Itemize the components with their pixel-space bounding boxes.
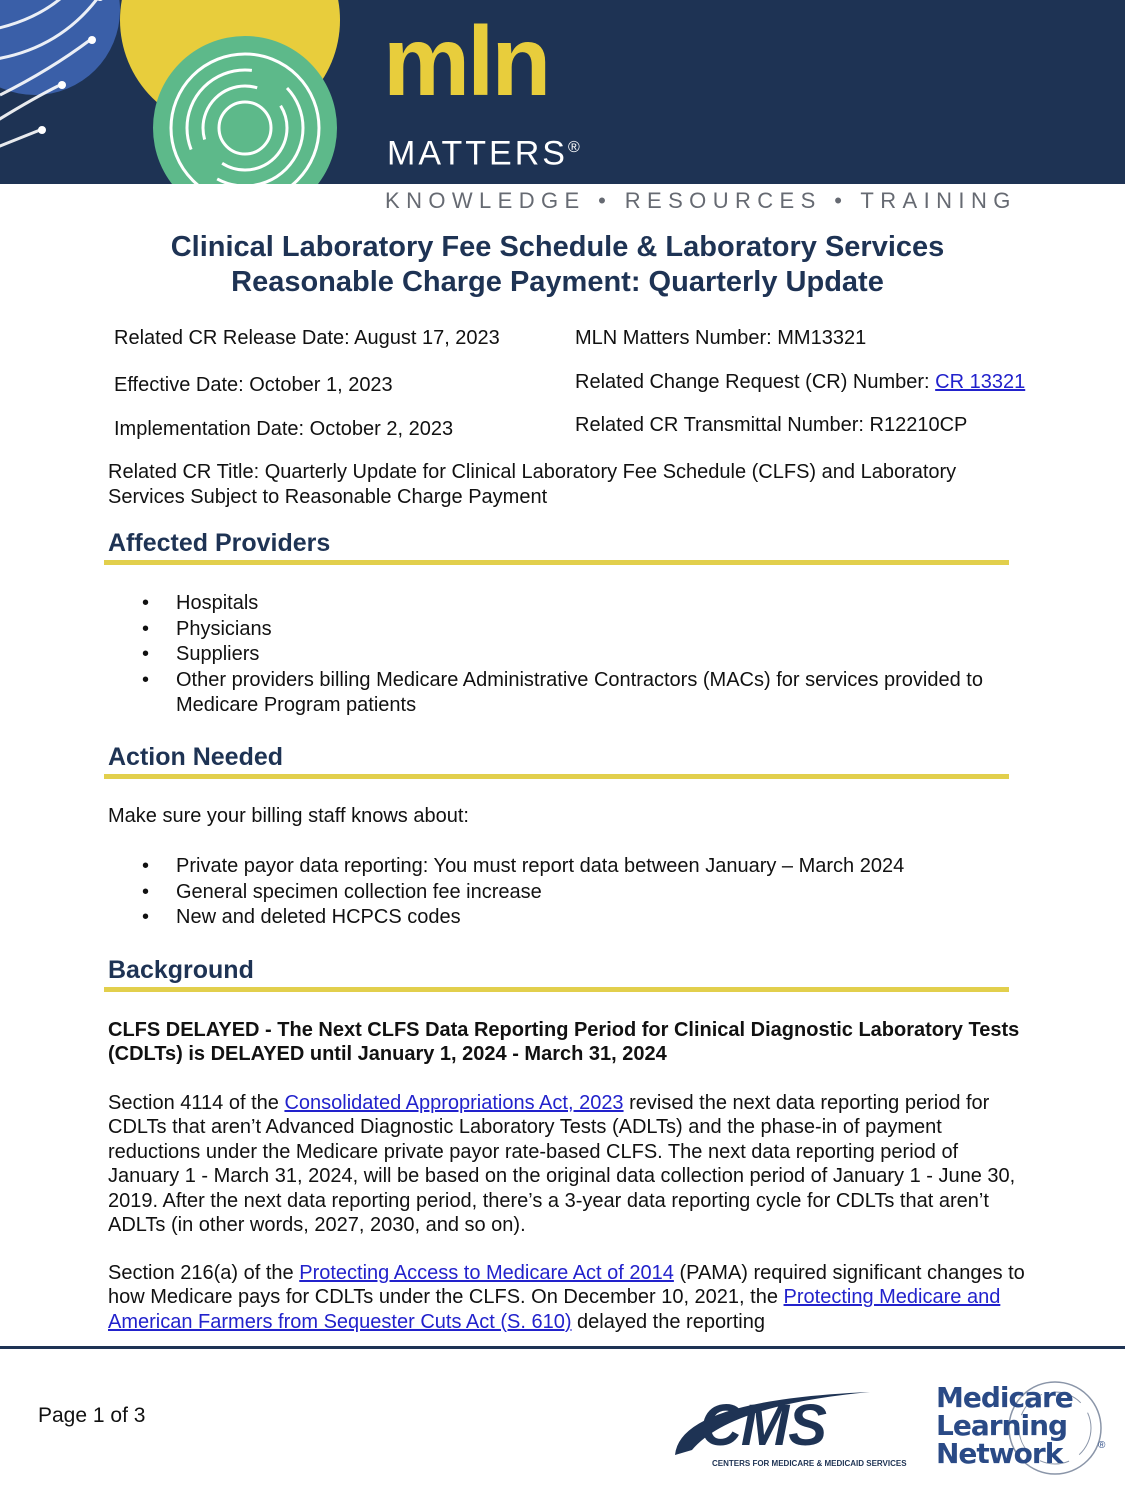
list-item: • General specimen collection fee increase	[140, 880, 1000, 906]
mln-matters-number: MLN Matters Number: MM13321	[575, 327, 867, 349]
cr-number-link[interactable]: CR 13321	[935, 371, 1026, 393]
mln-logo-text: mln	[383, 6, 549, 116]
mln-logo-line: Medicare	[936, 1381, 1073, 1414]
consolidated-appropriations-act-link[interactable]: Consolidated Appropriations Act, 2023	[284, 1092, 624, 1114]
mln-logo-line: Network	[936, 1437, 1063, 1470]
affected-providers-heading: Affected Providers	[108, 529, 331, 557]
tagline: KNOWLEDGE • RESOURCES • TRAINING	[385, 188, 1017, 213]
list-item: • Hospitals	[140, 591, 1000, 617]
paragraph-text: (PAMA) required significant changes to how Medicare pays for CDLTs under the CLFS. On December 10, 2021, the	[108, 1262, 1025, 1309]
list-item: • Private payor data reporting: You must report data between January – March 2024	[140, 854, 1000, 880]
cms-logo-subtitle: CENTERS FOR MEDICARE & MEDICAID SERVICES	[712, 1459, 907, 1468]
title-line-2: Reasonable Charge Payment: Quarterly Update	[231, 266, 884, 298]
paragraph-text: delayed the reporting	[571, 1310, 765, 1333]
paragraph-text: Section 4114 of the	[108, 1092, 285, 1114]
paragraph-text: Section 216(a) of the	[108, 1262, 300, 1284]
section-divider	[104, 774, 1009, 779]
action-needed-heading: Action Needed	[108, 743, 284, 771]
decorative-circles-graphic	[0, 0, 380, 184]
transmittal-number: Related CR Transmittal Number: R12210CP	[575, 414, 968, 436]
action-intro: Make sure your billing staff knows about:	[108, 805, 469, 827]
mln-logo-line: Learning	[936, 1409, 1068, 1442]
background-paragraph-2	[108, 1261, 1028, 1334]
sequester-cuts-act-link[interactable]: Protecting Medicare and American Farmers from Sequester Cuts Act (S. 610)	[108, 1286, 1001, 1333]
section-divider	[104, 560, 1009, 565]
background-paragraph-1	[108, 1091, 1028, 1237]
list-item: • Physicians	[140, 617, 1000, 643]
registered-mark: ®	[567, 139, 580, 156]
matters-logo-text	[387, 130, 580, 171]
action-needed-list	[140, 854, 1000, 931]
cms-logo-text: CMS	[700, 1393, 826, 1458]
list-item: • Suppliers	[140, 642, 1000, 668]
release-date: Related CR Release Date: August 17, 2023	[114, 327, 500, 349]
pama-link[interactable]: Protecting Access to Medicare Act of 2014	[299, 1262, 674, 1284]
list-item: • Other providers billing Medicare Administrative Contractors (MACs) for services provided to Medicare Program patients	[140, 668, 1000, 719]
affected-providers-list	[140, 591, 1000, 719]
mln-registered-mark: ®	[1098, 1440, 1106, 1451]
header-banner	[0, 0, 1125, 184]
implementation-date: Implementation Date: October 2, 2023	[114, 418, 454, 440]
medicare-learning-network-logo	[936, 1381, 1073, 1470]
matters-word: MATTERS	[387, 134, 568, 173]
section-divider	[104, 987, 1009, 992]
cr-number-label: Related Change Request (CR) Number:	[575, 371, 936, 393]
footer-divider	[0, 1346, 1125, 1349]
background-heading: Background	[108, 956, 254, 984]
list-item: • New and deleted HCPCS codes	[140, 905, 1000, 931]
paragraph-text: revised the next data reporting period for CDLTs that aren’t Advanced Diagnostic Laboratory Tests (ADLTs) and the phase-in of payment reductions under the Medicare private payor rate-based CLFS. The next data reporting period of January 1 - March 31, 2024, will be based on the original data collection period of January 1 - June 30, 2019. After the next data reporting period, there’s a 3-year data reporting cycle for CDLTs that aren’t ADLTs (in other words, 2027, 2030, and so on).	[108, 1092, 1016, 1237]
title-line-1: Clinical Laboratory Fee Schedule & Laboratory Services	[170, 231, 945, 263]
page-number: Page 1 of 3	[38, 1404, 146, 1427]
effective-date: Effective Date: October 1, 2023	[114, 374, 393, 396]
cr-title: Related CR Title: Quarterly Update for Clinical Laboratory Fee Schedule (CLFS) and Laboratory Services Subject to Reasonable Charge Payment	[108, 461, 957, 508]
delay-notice: CLFS DELAYED - The Next CLFS Data Reporting Period for Clinical Diagnostic Laboratory Tests (CDLTs) is DELAYED until January 1, 2024 - March 31, 2024	[108, 1019, 1020, 1066]
page-title	[0, 230, 1115, 300]
cr-number	[575, 370, 1025, 394]
